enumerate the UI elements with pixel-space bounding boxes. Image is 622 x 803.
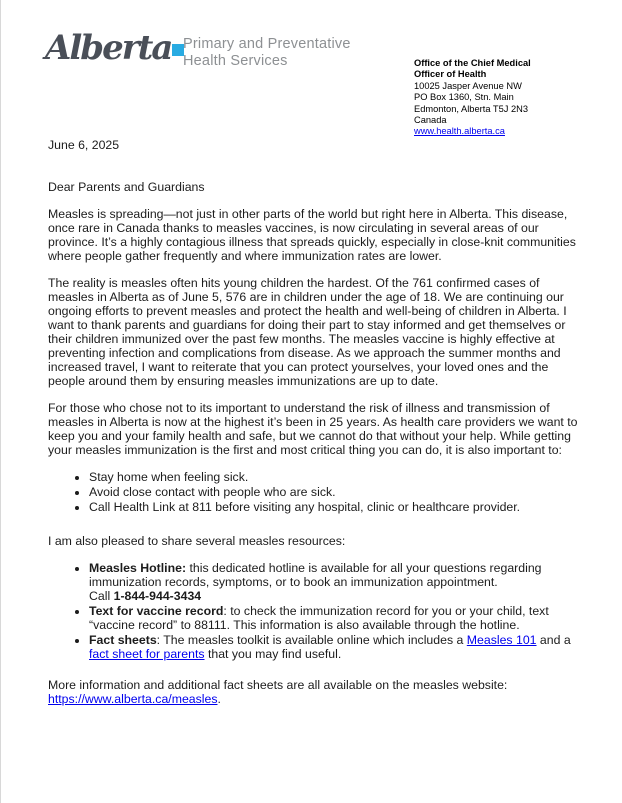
closing-period: .: [217, 692, 221, 706]
address-po-box: PO Box 1360, Stn. Main: [414, 92, 514, 103]
letter-body: [48, 138, 579, 706]
resources-list: [48, 561, 579, 661]
letter-date: June 6, 2025: [48, 138, 120, 152]
hotline-phone-number: 1-844-944-3434: [113, 589, 202, 603]
hotline-label: Measles Hotline:: [89, 561, 187, 575]
logo-tagline: [183, 36, 351, 70]
hotline-text: this dedicated hotline is available for all your questions regarding immunization records, symptoms, or to book an immunization appointment.: [89, 561, 542, 589]
closing-text: More information and additional fact sheets are all available on the measles website:: [48, 678, 508, 692]
health-alberta-link[interactable]: www.health.alberta.ca: [414, 126, 505, 137]
tagline-line2: Health Services: [183, 53, 288, 69]
alberta-wordmark: Alberta: [45, 28, 172, 68]
fact-sheet-parents-link[interactable]: fact sheet for parents: [89, 647, 205, 661]
vaccine-record-label: Text for vaccine record: [89, 604, 224, 618]
list-item-fact-sheets: [89, 633, 579, 661]
address-office-line2: Officer of Health: [414, 69, 487, 80]
list-item-stay-home: • Stay home when feeling sick.: [89, 470, 579, 484]
measles-website-link[interactable]: https://www.alberta.ca/measles: [48, 692, 218, 706]
tagline-line1: Primary and Preventative: [183, 36, 351, 52]
closing-paragraph: [48, 678, 579, 706]
office-address-block: [414, 58, 584, 138]
address-street: 10025 Jasper Avenue NW: [414, 80, 522, 91]
paragraph-risk: For those who chose not to its important to understand the risk of illness and transmission of measles in Alberta is now at the highest it’s been in 25 years. As health care providers we want to keep you and your family health and safe, but we cannot do that without your help. While getting your measles immunization is the first and most critical thing you can do, it is also important to:: [48, 401, 578, 457]
vaccine-record-text: : to check the immunization record for you or your child, text “vaccine record” to 88111. This information is also available through the hotline.: [89, 604, 549, 632]
paragraph-case-counts: The reality is measles often hits young children the hardest. Of the 761 confirmed cases of measles in Alberta as of June 5, 576 are in children under the age of 18. We are continuing our ongoing efforts to prevent measles and protect the health and well-being of children in Alberta. I want to thank parents and guardians for doing their part to stay informed and get themselves or their children immunized over the past few months. The measles vaccine is highly effective at preventing infection and complications from disease. As we approach the summer months and increased travel, I want to reiterate that you can protect yourselves, your loved ones and the people around them by ensuring measles immunizations are up to date.: [48, 276, 567, 388]
fact-sheets-text1: : The measles toolkit is available online which includes a: [156, 633, 467, 647]
measles-101-link[interactable]: Measles 101: [466, 633, 537, 647]
address-city: Edmonton, Alberta T5J 2N3: [414, 103, 529, 114]
salutation: Dear Parents and Guardians: [48, 180, 205, 194]
fact-sheets-label: Fact sheets: [89, 633, 157, 647]
alberta-logo: [45, 28, 184, 68]
address-office-line1: Office of the Chief Medical: [414, 58, 531, 68]
list-item-measles-hotline: [89, 561, 579, 603]
fact-sheets-text3: that you may find useful.: [204, 647, 342, 661]
list-item-call-health-link: • Call Health Link at 811 before visiting any hospital, clinic or healthcare provider.: [89, 500, 579, 514]
list-item-text-vaccine-record: [89, 604, 579, 632]
list-item-avoid-contact: • Avoid close contact with people who are sick.: [89, 485, 579, 499]
hotline-call-prefix: Call: [89, 589, 114, 603]
precautions-list: [48, 470, 579, 514]
fact-sheets-text2: and a: [536, 633, 571, 647]
address-country: Canada: [414, 115, 447, 126]
resources-intro: I am also pleased to share several measles resources:: [48, 534, 346, 548]
paragraph-intro: Measles is spreading—not just in other parts of the world but right here in Alberta. This disease, once rare in Canada thanks to measles vaccines, is now circulating in several areas of our province. It’s a highly contagious illness that spreads quickly, especially in close-knit communities where people gather frequently and where immunization rates are lower.: [48, 207, 576, 263]
